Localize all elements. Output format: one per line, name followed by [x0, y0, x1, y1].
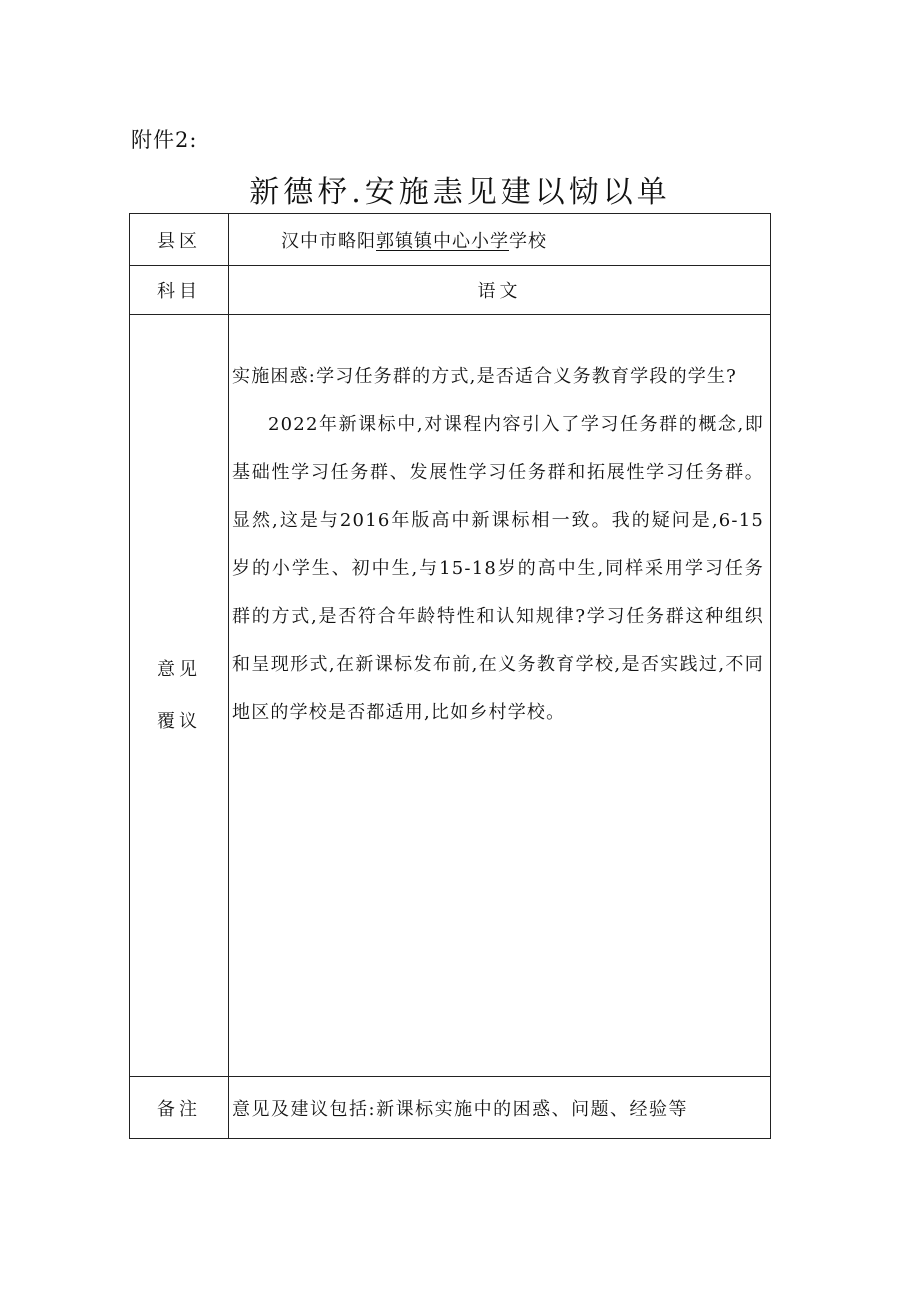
- county-value-suffix: 学校: [509, 230, 547, 252]
- opinion-content: [229, 315, 771, 1077]
- subject-label: 科目: [130, 266, 229, 315]
- opinion-row: [130, 315, 771, 1077]
- subject-value: 语文: [229, 266, 771, 315]
- opinion-label: [130, 315, 229, 1077]
- opinion-label-line2: 覆议: [157, 710, 201, 732]
- opinion-paragraph: 2022年新课标中,对课程内容引入了学习任务群的概念,即基础性学习任务群、发展性学习任务群和拓展性学习任务群。显然,这是与2016年版高中新课标相一致。我的疑问是,6-15岁的小学生、初中生,与15-18岁的高中生,同样采用学习任务群的方式,是否符合年龄特性和认知规律?学习任务群这种组织和呈现形式,在新课标发布前,在义务教育学校,是否实践过,不同地区的学校是否都适用,比如乡村学校。: [232, 414, 764, 723]
- opinion-question: 实施困惑:学习任务群的方式,是否适合义务教育学段的学生?: [232, 366, 738, 387]
- county-row: [130, 214, 771, 266]
- county-value-prefix: 汉中市略阳: [281, 230, 376, 252]
- attachment-label: 附件2:: [131, 128, 198, 152]
- page-title: 新德杼.安施恚见建以恸以单: [249, 175, 671, 210]
- remark-row: [130, 1077, 771, 1139]
- remark-label: 备注: [130, 1077, 229, 1139]
- county-value: [229, 214, 771, 266]
- opinion-form-table: [129, 213, 771, 1139]
- remark-value: 意见及建议包括:新课标实施中的困惑、问题、经验等: [229, 1077, 771, 1139]
- school-name: 郭镇镇中心小学: [376, 230, 509, 252]
- opinion-label-line1: 意见: [157, 658, 201, 680]
- county-label: 县区: [130, 214, 229, 266]
- subject-row: [130, 266, 771, 315]
